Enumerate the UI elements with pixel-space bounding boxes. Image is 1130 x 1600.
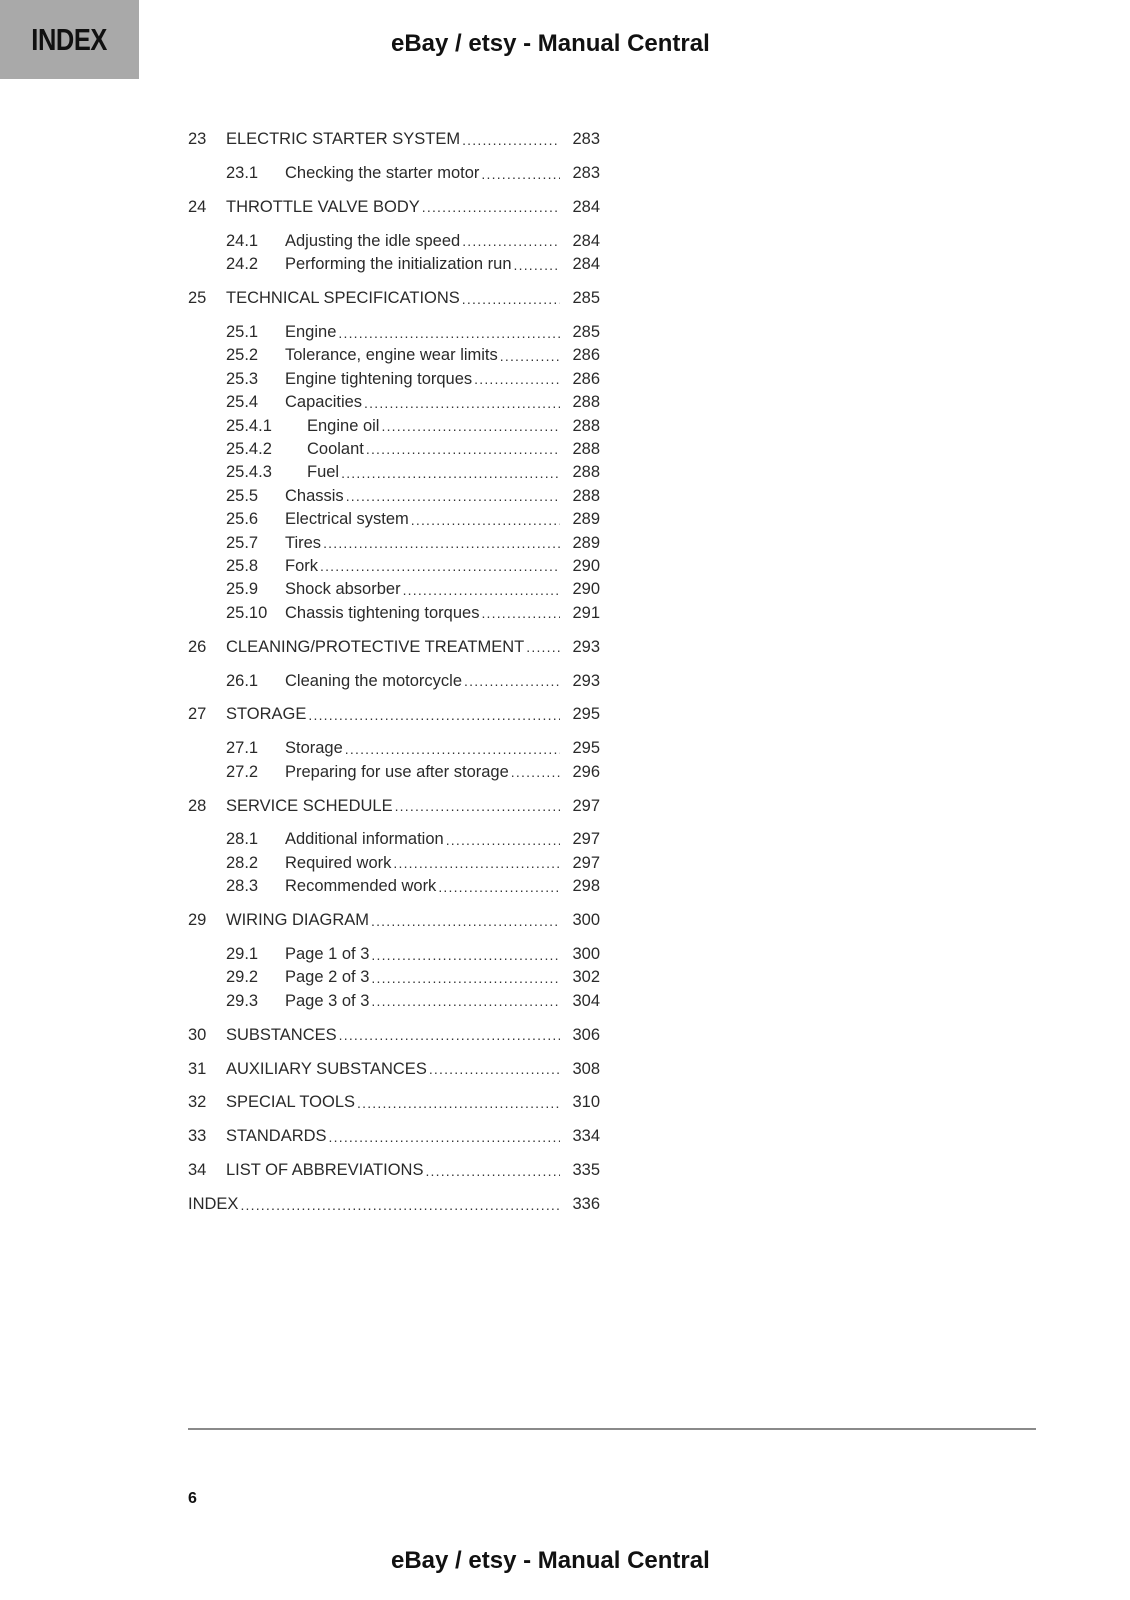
toc-entry[interactable] <box>188 414 600 437</box>
toc-entry-number: 33 <box>188 1127 207 1146</box>
toc-entry-number: 24.1 <box>226 231 259 250</box>
toc-entry[interactable] <box>188 875 600 898</box>
toc-entry[interactable] <box>188 1159 600 1182</box>
toc-entry-title: SPECIAL TOOLS <box>226 1093 356 1112</box>
toc-entry-number: 25.9 <box>226 580 259 599</box>
toc-entry-number: 28.1 <box>226 830 259 849</box>
toc-entry-number: 25.5 <box>226 486 259 505</box>
toc-entry[interactable] <box>188 794 600 817</box>
toc-entry[interactable] <box>188 943 600 966</box>
toc-entry-page: 296 <box>572 762 600 781</box>
toc-entry-number: 25.4 <box>226 393 259 412</box>
toc-leader-dots <box>323 535 560 551</box>
toc-entry-page: 283 <box>572 130 600 149</box>
toc-entry[interactable] <box>188 461 600 484</box>
toc-entry-page: 293 <box>572 671 600 690</box>
toc-leader-dots <box>364 395 560 411</box>
toc-entry-number: 25.2 <box>226 346 259 365</box>
toc-entry-title: TECHNICAL SPECIFICATIONS <box>226 289 460 308</box>
toc-leader-dots <box>366 441 560 457</box>
toc-entry[interactable] <box>188 230 600 253</box>
toc-entry-title: Performing the initialization run <box>285 255 512 274</box>
toc-entry[interactable] <box>188 1024 600 1047</box>
toc-leader-dots <box>395 798 560 814</box>
toc-leader-dots <box>346 488 560 504</box>
toc-entry-title: Engine tightening torques <box>285 369 473 388</box>
toc-entry[interactable] <box>188 162 600 185</box>
toc-leader-dots <box>425 1163 560 1179</box>
toc-entry-number: 25.4.1 <box>226 416 272 435</box>
toc-entry[interactable] <box>188 253 600 276</box>
toc-leader-dots <box>411 512 560 528</box>
toc-leader-dots <box>345 741 560 757</box>
toc-entry-title: Tires <box>285 533 322 552</box>
toc-leader-dots <box>371 993 560 1009</box>
toc-entry-page: 335 <box>572 1161 600 1180</box>
toc-entry-page: 304 <box>572 991 600 1010</box>
toc-entry-title: AUXILIARY SUBSTANCES <box>226 1059 427 1078</box>
toc-entry-number: 26.1 <box>226 671 259 690</box>
toc-entry-title: Capacities <box>285 393 363 412</box>
toc-entry-number: 25.7 <box>226 533 259 552</box>
toc-leader-dots <box>320 558 560 574</box>
toc-leader-dots <box>357 1095 560 1111</box>
toc-entry-page: 300 <box>572 945 600 964</box>
toc-entry-title: STORAGE <box>226 705 307 724</box>
toc-entry-title: Engine oil <box>307 416 380 435</box>
toc-entry-title: Page 2 of 3 <box>285 968 370 987</box>
toc-leader-dots <box>438 879 560 895</box>
toc-entry[interactable] <box>188 703 600 726</box>
toc-entry[interactable] <box>188 368 600 391</box>
toc-entry[interactable] <box>188 1193 600 1216</box>
toc-leader-dots <box>511 764 560 780</box>
toc-entry-page: 291 <box>572 603 600 622</box>
toc-entry-number: 34 <box>188 1161 207 1180</box>
toc-entry[interactable] <box>188 287 600 310</box>
toc-entry-number: 24.2 <box>226 255 259 274</box>
toc-leader-dots <box>446 832 560 848</box>
index-tab <box>0 0 139 79</box>
toc-leader-dots <box>308 707 560 723</box>
toc-leader-dots <box>474 371 560 387</box>
toc-entry-number: 25.6 <box>226 510 259 529</box>
toc-entry-number: 25 <box>188 289 207 308</box>
toc-entry-page: 308 <box>572 1059 600 1078</box>
toc-entry-number: 25.4.2 <box>226 439 272 458</box>
toc-entry-page: 295 <box>572 739 600 758</box>
toc-entry[interactable] <box>188 391 600 414</box>
toc-entry-number: 24 <box>188 197 207 216</box>
toc-entry-page: 288 <box>572 486 600 505</box>
toc-entry-title: Storage <box>285 739 343 758</box>
toc-leader-dots <box>462 291 560 307</box>
toc-entry-page: 284 <box>572 231 600 250</box>
toc-entry-number: 26 <box>188 637 207 656</box>
toc-entry-number: 23.1 <box>226 164 259 183</box>
toc-entry-title: Chassis <box>285 486 344 505</box>
toc-entry-title: Cleaning the motorcycle <box>285 671 463 690</box>
toc-entry-page: 297 <box>572 830 600 849</box>
toc-entry[interactable] <box>188 555 600 578</box>
toc-entry-page: 310 <box>572 1093 600 1112</box>
toc-leader-dots <box>338 325 560 341</box>
toc-leader-dots <box>371 913 560 929</box>
toc-entry-number: 25.3 <box>226 369 259 388</box>
toc-entry-title: Tolerance, engine wear limits <box>285 346 498 365</box>
toc-entry[interactable] <box>188 508 600 531</box>
toc-entry[interactable] <box>188 578 600 601</box>
toc-entry-title: WIRING DIAGRAM <box>226 911 369 930</box>
toc-leader-dots <box>462 132 560 148</box>
toc-leader-dots <box>403 582 560 598</box>
toc-entry-title: Checking the starter motor <box>285 164 480 183</box>
footer-divider <box>188 1428 1036 1430</box>
toc-entry-number: 25.8 <box>226 556 259 575</box>
toc-entry-page: 288 <box>572 393 600 412</box>
toc-entry-page: 288 <box>572 416 600 435</box>
toc-entry-title: Shock absorber <box>285 580 401 599</box>
toc-entry-title: LIST OF ABBREVIATIONS <box>226 1161 424 1180</box>
toc-leader-dots <box>514 257 560 273</box>
toc-entry-number: 29.1 <box>226 945 259 964</box>
toc-leader-dots <box>240 1197 560 1213</box>
toc-leader-dots <box>481 166 560 182</box>
toc-entry-page: 288 <box>572 439 600 458</box>
toc-entry[interactable] <box>188 1125 600 1148</box>
toc-entry-number: 28.3 <box>226 877 259 896</box>
toc-entry-page: 290 <box>572 556 600 575</box>
toc-entry-title: ELECTRIC STARTER SYSTEM <box>226 130 461 149</box>
toc-entry-page: 300 <box>572 911 600 930</box>
toc-entry-title: Chassis tightening torques <box>285 603 480 622</box>
toc-leader-dots <box>393 855 560 871</box>
toc-entry[interactable] <box>188 760 600 783</box>
toc-entry-number: 23 <box>188 130 207 149</box>
toc-entry-page: 286 <box>572 346 600 365</box>
toc-entry[interactable] <box>188 128 600 151</box>
page-number: 6 <box>188 1490 197 1507</box>
toc-entry-page: 285 <box>572 289 600 308</box>
toc-entry-title: SERVICE SCHEDULE <box>226 796 393 815</box>
toc-leader-dots <box>339 1027 560 1043</box>
toc-entry-number: 28.2 <box>226 853 259 872</box>
toc-entry-title: Fork <box>285 556 318 575</box>
toc-entry-title: THROTTLE VALVE BODY <box>226 197 420 216</box>
toc-entry[interactable] <box>188 321 600 344</box>
toc-entry[interactable] <box>188 737 600 760</box>
index-tab-label: INDEX <box>31 21 108 57</box>
toc-entry-number: 29.3 <box>226 991 259 1010</box>
toc-entry[interactable] <box>188 1057 600 1080</box>
toc-entry-title: Adjusting the idle speed <box>285 231 461 250</box>
toc-entry-page: 306 <box>572 1025 600 1044</box>
toc-entry-title: Electrical system <box>285 510 409 529</box>
toc-entry[interactable] <box>188 966 600 989</box>
toc-entry[interactable] <box>188 669 600 692</box>
toc-leader-dots <box>422 199 560 215</box>
toc-leader-dots <box>429 1061 560 1077</box>
toc-entry-title: Fuel <box>307 463 340 482</box>
toc-entry-number: 27.2 <box>226 762 259 781</box>
toc-leader-dots <box>371 947 560 963</box>
toc-entry-page: 295 <box>572 705 600 724</box>
toc-entry-page: 334 <box>572 1127 600 1146</box>
toc-entry-page: 285 <box>572 323 600 342</box>
toc-leader-dots <box>481 605 560 621</box>
toc-entry-number: 29.2 <box>226 968 259 987</box>
toc-entry[interactable] <box>188 990 600 1013</box>
toc-entry-title: STANDARDS <box>226 1127 327 1146</box>
toc-entry-page: 289 <box>572 510 600 529</box>
toc-entry-page: 288 <box>572 463 600 482</box>
toc-entry[interactable] <box>188 438 600 461</box>
toc-entry-page: 283 <box>572 164 600 183</box>
toc-entry-number: 25.1 <box>226 323 259 342</box>
toc-leader-dots <box>464 673 560 689</box>
toc-entry-title: Preparing for use after storage <box>285 762 509 781</box>
footer-title: eBay / etsy - Manual Central <box>391 1547 710 1574</box>
toc-entry-title: SUBSTANCES <box>226 1025 337 1044</box>
toc-leader-dots <box>341 465 560 481</box>
toc-leader-dots <box>500 348 560 364</box>
toc-entry[interactable] <box>188 196 600 219</box>
toc-entry-page: 336 <box>572 1195 600 1214</box>
toc-entry[interactable] <box>188 485 600 508</box>
toc-entry-page: 286 <box>572 369 600 388</box>
toc-entry-number: 32 <box>188 1093 207 1112</box>
toc-leader-dots <box>371 970 560 986</box>
toc-entry-title: Recommended work <box>285 877 437 896</box>
toc-entry-title: Coolant <box>307 439 364 458</box>
toc-entry-number: 25.10 <box>226 603 268 622</box>
toc-entry-page: 293 <box>572 637 600 656</box>
toc-entry-title: Engine <box>285 323 337 342</box>
toc-entry[interactable] <box>188 602 600 625</box>
toc-entry[interactable] <box>188 828 600 851</box>
toc-entry-number: 25.4.3 <box>226 463 272 482</box>
toc-entry-title: Additional information <box>285 830 444 849</box>
toc-entry-number: 31 <box>188 1059 207 1078</box>
toc-entry-title: Required work <box>285 853 392 872</box>
toc-entry[interactable] <box>188 852 600 875</box>
toc-entry[interactable] <box>188 344 600 367</box>
toc-leader-dots <box>462 233 560 249</box>
toc-entry[interactable] <box>188 531 600 554</box>
header-title: eBay / etsy - Manual Central <box>391 30 710 57</box>
toc-entry-number: 28 <box>188 796 207 815</box>
toc-entry-number: 30 <box>188 1025 207 1044</box>
toc-entry-page: 284 <box>572 255 600 274</box>
toc-entry-page: 302 <box>572 968 600 987</box>
toc-entry-title: INDEX <box>188 1195 239 1214</box>
toc-entry[interactable] <box>188 1091 600 1114</box>
toc-entry-title: Page 1 of 3 <box>285 945 370 964</box>
toc-entry-page: 297 <box>572 853 600 872</box>
toc-entry-page: 284 <box>572 197 600 216</box>
toc-leader-dots <box>526 639 560 655</box>
table-of-contents <box>188 128 600 1216</box>
toc-entry-page: 298 <box>572 877 600 896</box>
toc-entry-page: 297 <box>572 796 600 815</box>
toc-entry-number: 27.1 <box>226 739 259 758</box>
toc-entry[interactable] <box>188 909 600 932</box>
toc-entry-page: 289 <box>572 533 600 552</box>
toc-entry-title: Page 3 of 3 <box>285 991 370 1010</box>
toc-entry[interactable] <box>188 635 600 658</box>
toc-entry-number: 29 <box>188 911 207 930</box>
toc-leader-dots <box>329 1129 560 1145</box>
toc-leader-dots <box>381 418 560 434</box>
toc-entry-number: 27 <box>188 705 207 724</box>
toc-entry-page: 290 <box>572 580 600 599</box>
toc-entry-title: CLEANING/PROTECTIVE TREATMENT <box>226 637 525 656</box>
